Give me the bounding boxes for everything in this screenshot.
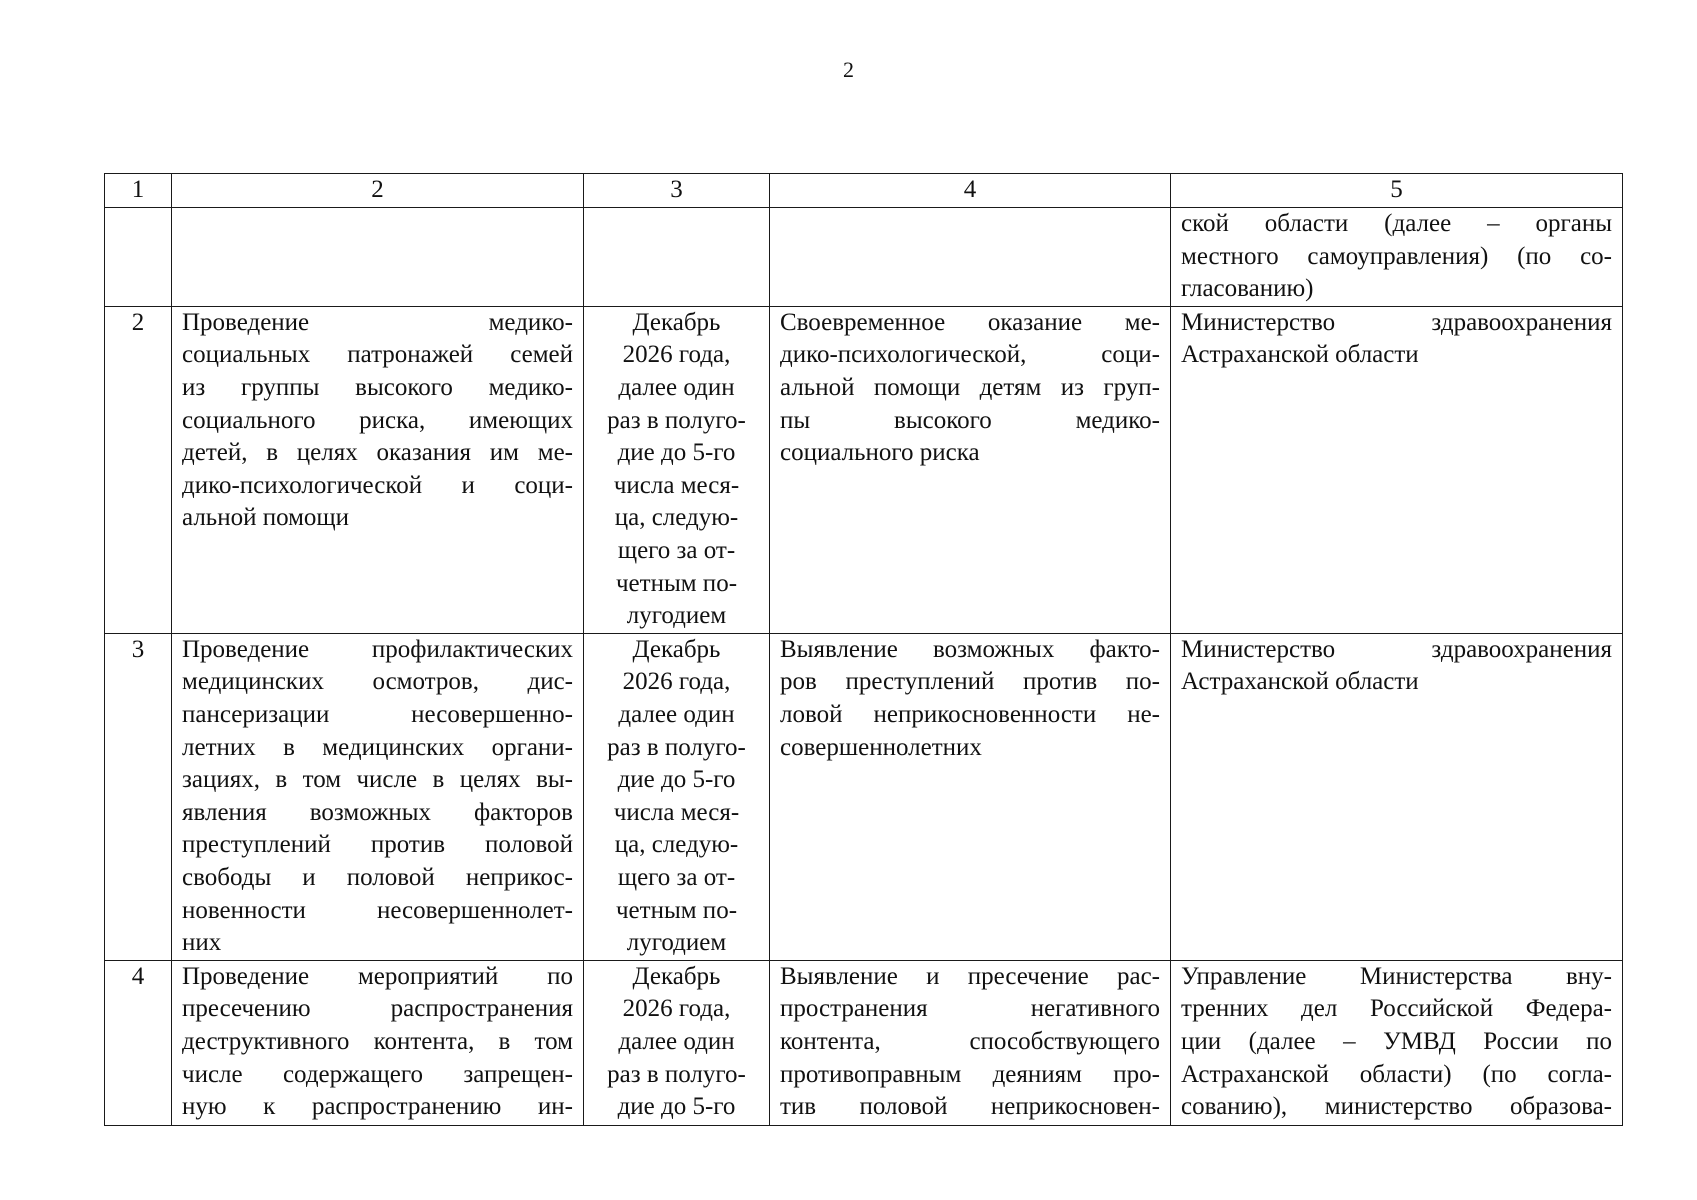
text-line: ров преступлений против по- (780, 668, 1160, 696)
text-line: щего за от- (617, 536, 736, 564)
measure-cell (172, 633, 584, 960)
text-line: Своевременное оказание ме- (780, 308, 1160, 336)
text-line: далее один (618, 1027, 735, 1055)
text-line: Астраханской области (1181, 341, 1419, 369)
text-line: новенности несовершеннолет- (182, 896, 573, 924)
responsible-cell (1171, 633, 1623, 960)
responsible-cell (1171, 306, 1623, 633)
text-line: раз в полуго- (607, 733, 746, 761)
row-number-cell (105, 208, 172, 307)
text-line: преступлений против половой (182, 831, 573, 859)
text-line: социального риска, имеющих (182, 406, 573, 434)
text-line: летних в медицинских органи- (182, 733, 573, 761)
term-cell (584, 633, 770, 960)
text-line: Декабрь (632, 962, 721, 990)
text-line: местного самоуправления) (по со- (1181, 242, 1612, 270)
text-line: зациях, в том числе в целях вы- (182, 766, 573, 794)
text-line: социального риска (780, 439, 980, 467)
text-line: Управление Министерства вну- (1181, 962, 1612, 990)
header-col-5: 5 (1171, 174, 1623, 208)
row-number-cell: 2 (105, 306, 172, 633)
text-line: числа меся- (613, 471, 740, 499)
measure-cell (172, 306, 584, 633)
text-line: дико-психологической и соци- (182, 471, 573, 499)
text-line: пы высокого медико- (780, 406, 1160, 434)
text-line: них (182, 929, 222, 957)
header-col-4: 4 (770, 174, 1171, 208)
result-cell (770, 633, 1171, 960)
text-line: Проведение профилактических (182, 635, 573, 663)
text-line: альной помощи детям из груп- (780, 373, 1160, 401)
text-line: Астраханской области (1181, 668, 1419, 696)
text-line: свободы и половой неприкос- (182, 863, 573, 891)
text-line: Министерство здравоохранения (1181, 308, 1612, 336)
text-line: дие до 5-го (617, 766, 736, 794)
text-line: пансеризации несовершенно- (182, 700, 573, 728)
term-cell (584, 208, 770, 307)
text-line: дие до 5-го (617, 1093, 736, 1121)
responsible-cell (1171, 960, 1623, 1125)
text-line: ца, следую- (614, 504, 739, 532)
text-line: пространения негативного (780, 995, 1160, 1023)
text-line: 2026 года, (622, 668, 731, 696)
table-header-row (105, 174, 1623, 208)
header-col-3: 3 (584, 174, 770, 208)
text-line: четным по- (615, 896, 738, 924)
term-cell (584, 306, 770, 633)
text-line: лугодием (626, 929, 727, 957)
text-line: ции (далее – УМВД России по (1181, 1027, 1612, 1055)
text-line: пресечению распространения (182, 995, 573, 1023)
text-line: Министерство здравоохранения (1181, 635, 1612, 663)
text-line: дико-психологической, соци- (780, 341, 1160, 369)
result-cell (770, 306, 1171, 633)
text-line: явления возможных факторов (182, 798, 573, 826)
text-line: деструктивного контента, в том (182, 1027, 573, 1055)
text-line: гласованию) (1181, 275, 1314, 303)
row-number-cell: 3 (105, 633, 172, 960)
row-number-cell: 4 (105, 960, 172, 1125)
text-line: далее один (618, 373, 735, 401)
text-line: альной помощи (182, 504, 350, 532)
text-line: раз в полуго- (607, 406, 746, 434)
text-line: детей, в целях оказания им ме- (182, 439, 573, 467)
table-row (105, 306, 1623, 633)
text-line: тив половой неприкосновен- (780, 1093, 1160, 1121)
page-number: 2 (843, 57, 854, 82)
text-line: тренних дел Российской Федера- (1181, 995, 1612, 1023)
text-line: Выявление и пресечение рас- (780, 962, 1160, 990)
text-line: четным по- (615, 569, 738, 597)
text-line: из группы высокого медико- (182, 373, 573, 401)
text-line: Декабрь (632, 308, 721, 336)
measures-table (104, 173, 1623, 1126)
text-line: щего за от- (617, 863, 736, 891)
result-cell (770, 208, 1171, 307)
term-cell (584, 960, 770, 1125)
text-line: ской области (далее – органы (1181, 210, 1612, 237)
responsible-cell (1171, 208, 1623, 307)
text-line: ную к распространению ин- (182, 1093, 573, 1121)
text-line: Астраханской области) (по согла- (1181, 1060, 1612, 1088)
text-line: числа меся- (613, 798, 740, 826)
text-line: ца, следую- (614, 831, 739, 859)
result-cell (770, 960, 1171, 1125)
text-line: Декабрь (632, 635, 721, 663)
text-line: медицинских осмотров, дис- (182, 668, 573, 696)
text-line: контента, способствующего (780, 1027, 1160, 1055)
text-line: лугодием (626, 602, 727, 630)
table-row (105, 960, 1623, 1125)
text-line: дие до 5-го (617, 439, 736, 467)
text-line: сованию), министерство образова- (1181, 1093, 1612, 1121)
measure-cell (172, 208, 584, 307)
header-col-1: 1 (105, 174, 172, 208)
text-line: далее один (618, 700, 735, 728)
text-line: раз в полуго- (607, 1060, 746, 1088)
measure-cell (172, 960, 584, 1125)
text-line: совершеннолетних (780, 733, 982, 761)
header-col-2: 2 (172, 174, 584, 208)
text-line: противоправным деяниям про- (780, 1060, 1160, 1088)
text-line: Проведение мероприятий по (182, 962, 573, 990)
text-line: Проведение медико- (182, 308, 573, 336)
text-line: Выявление возможных факто- (780, 635, 1160, 663)
text-line: числе содержащего запрещен- (182, 1060, 573, 1088)
text-line: 2026 года, (622, 995, 731, 1023)
text-line: 2026 года, (622, 341, 731, 369)
text-line: ловой неприкосновенности не- (780, 700, 1160, 728)
table-row (105, 633, 1623, 960)
table-row-continuation (105, 208, 1623, 307)
text-line: социальных патронажей семей (182, 341, 573, 369)
